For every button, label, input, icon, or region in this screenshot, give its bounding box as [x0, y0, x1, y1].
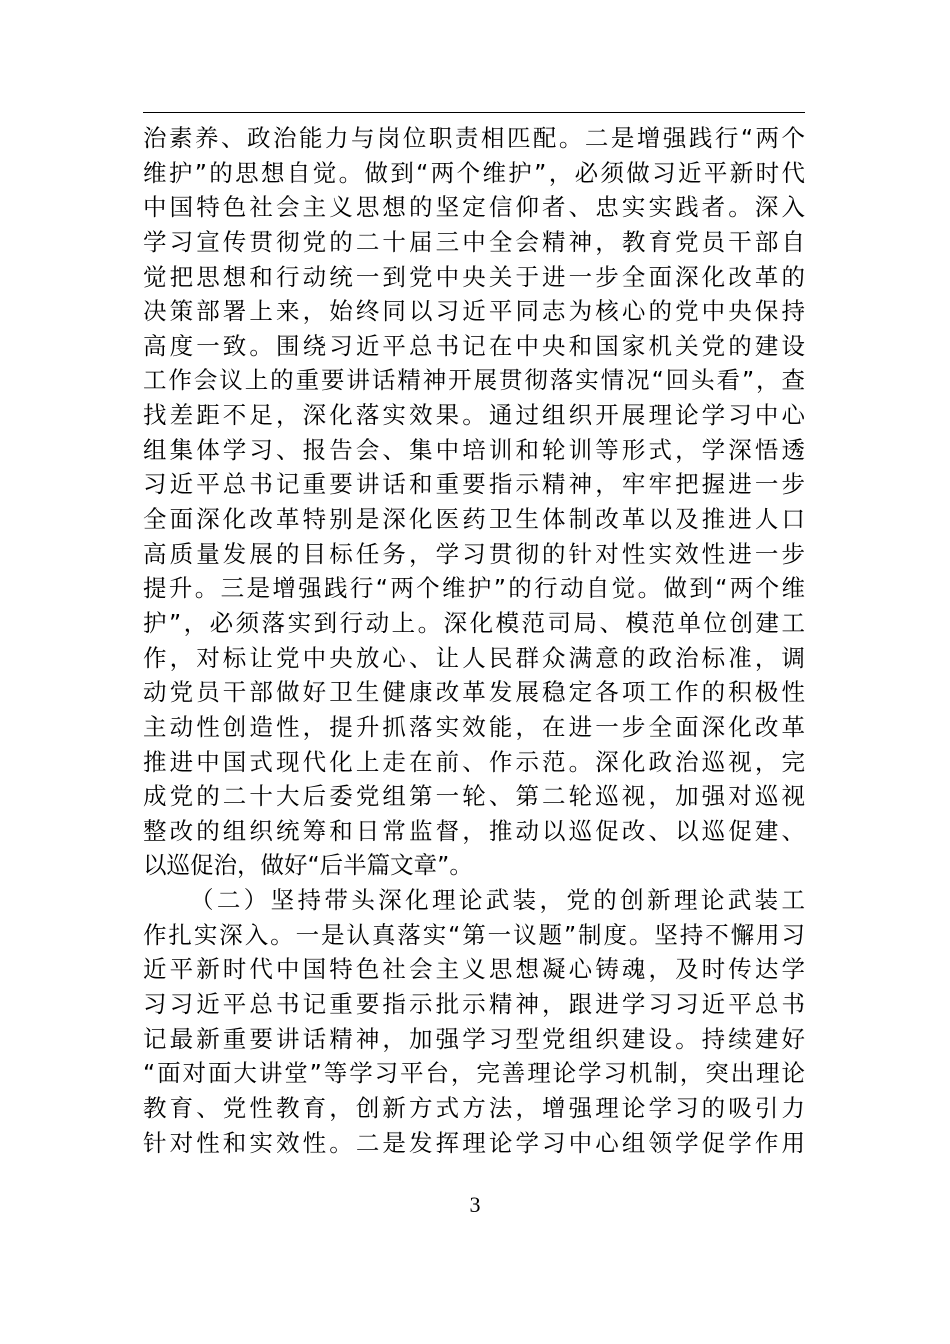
body-text — [143, 121, 805, 1160]
page-number: 3 — [469, 1192, 481, 1217]
text-line: 提升。三是增强践行“两个维护”的行动自觉。做到“两个维 — [143, 574, 805, 603]
text-line: 维护”的思想自觉。做到“两个维护”，必须做习近平新时代 — [143, 158, 805, 187]
text-line: 学习宣传贯彻党的二十届三中全会精神，教育党员干部自 — [143, 227, 805, 256]
text-line: 动党员干部做好卫生健康改革发展稳定各项工作的积极性 — [143, 678, 805, 707]
paragraph-2 — [143, 883, 805, 1160]
text-line: 主动性创造性，提升抓落实效能，在进一步全面深化改革 — [143, 712, 805, 741]
text-line: 成党的二十大后委党组第一轮、第二轮巡视，加强对巡视 — [143, 782, 805, 811]
text-line: 决策部署上来，始终同以习近平同志为核心的党中央保持 — [143, 297, 805, 326]
text-line: 中国特色社会主义思想的坚定信仰者、忠实实践者。深入 — [143, 193, 805, 222]
text-line: 全面深化改革特别是深化医药卫生体制改革以及推进人口 — [143, 505, 805, 534]
text-line: 记最新重要讲话精神，加强学习型党组织建设。持续建好 — [143, 1024, 805, 1053]
text-line: 组集体学习、报告会、集中培训和轮训等形式，学深悟透 — [143, 435, 805, 464]
text-line: 习近平总书记重要讲话和重要指示精神，牢牢把握进一步 — [143, 470, 805, 499]
text-line: 教育、党性教育，创新方式方法，增强理论学习的吸引力 — [143, 1093, 805, 1122]
text-line: 作扎实深入。一是认真落实“第一议题”制度。坚持不懈用习 — [143, 920, 805, 949]
text-line: 找差距不足，深化落实效果。通过组织开展理论学习中心 — [143, 401, 805, 430]
text-line: 推进中国式现代化上走在前、作示范。深化政治巡视，完 — [143, 747, 805, 776]
text-line: 针对性和实效性。二是发挥理论学习中心组领学促学作用 — [143, 1128, 805, 1157]
text-line: 以巡促治，做好“后半篇文章”。 — [143, 851, 473, 880]
text-line: 整改的组织统筹和日常监督，推动以巡促改、以巡促建、 — [143, 816, 805, 845]
text-line: 高度一致。围绕习近平总书记在中央和国家机关党的建设 — [143, 331, 805, 360]
text-line: 治素养、政治能力与岗位职责相匹配。二是增强践行“两个 — [143, 124, 805, 152]
text-line: 护”，必须落实到行动上。深化模范司局、模范单位创建工 — [143, 608, 805, 637]
text-line: 近平新时代中国特色社会主义思想凝心铸魂，及时传达学 — [143, 955, 805, 984]
text-line: 觉把思想和行动统一到党中央关于进一步全面深化改革的 — [143, 262, 805, 291]
text-line: 工作会议上的重要讲话精神开展贯彻落实情况“回头看”，查 — [143, 366, 805, 395]
text-line: （二）坚持带头深化理论武装，党的创新理论武装工 — [190, 886, 805, 915]
text-line: 习习近平总书记重要指示批示精神，跟进学习习近平总书 — [143, 990, 805, 1019]
paragraph-1 — [143, 121, 805, 883]
text-line: 作，对标让党中央放心、让人民群众满意的政治标准，调 — [143, 643, 805, 672]
text-line: 高质量发展的目标任务，学习贯彻的针对性实效性进一步 — [143, 539, 805, 568]
text-line: “面对面大讲堂”等学习平台，完善理论学习机制，突出理论 — [143, 1059, 805, 1088]
header-rule — [143, 112, 805, 113]
